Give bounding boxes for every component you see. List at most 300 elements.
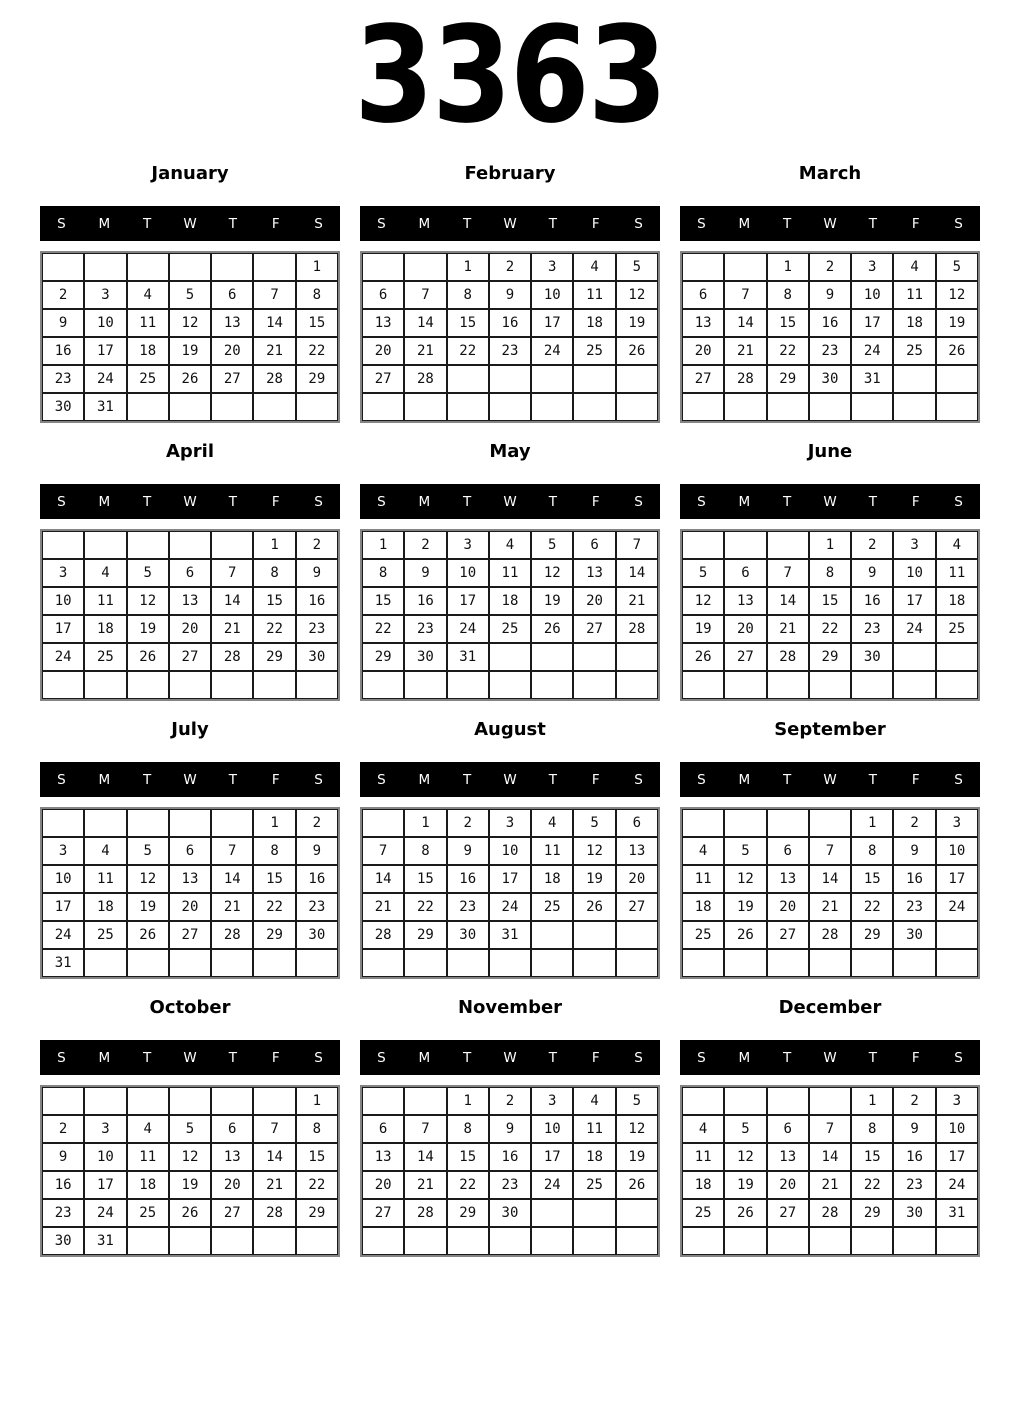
day-cell: 2 xyxy=(489,1087,531,1115)
day-cell: 30 xyxy=(447,921,489,949)
day-cell: 11 xyxy=(127,1143,169,1171)
day-cell: 29 xyxy=(447,1199,489,1227)
day-cell: 2 xyxy=(42,1115,84,1143)
empty-cell xyxy=(616,643,658,671)
day-cell: 16 xyxy=(42,1171,84,1199)
day-cell: 20 xyxy=(682,337,724,365)
day-cell: 29 xyxy=(253,643,295,671)
day-cell: 28 xyxy=(809,921,851,949)
weekday-letter: W xyxy=(823,1049,837,1066)
weekday-letter: M xyxy=(738,771,751,788)
empty-cell xyxy=(531,643,573,671)
day-cell: 8 xyxy=(809,559,851,587)
weekday-letter: M xyxy=(738,215,751,232)
week-row xyxy=(362,393,658,421)
day-cell: 15 xyxy=(296,1143,338,1171)
week-row xyxy=(682,893,978,921)
month-grid xyxy=(360,807,660,979)
week-row xyxy=(682,337,978,365)
week-row xyxy=(362,1143,658,1171)
empty-cell xyxy=(573,921,615,949)
empty-cell xyxy=(893,643,935,671)
weekday-letter: W xyxy=(183,215,197,232)
day-cell: 30 xyxy=(809,365,851,393)
day-cell: 16 xyxy=(296,587,338,615)
day-cell: 14 xyxy=(253,1143,295,1171)
day-cell: 14 xyxy=(616,559,658,587)
day-cell: 15 xyxy=(851,865,893,893)
day-cell: 22 xyxy=(851,893,893,921)
empty-cell xyxy=(809,393,851,421)
day-cell: 18 xyxy=(682,1171,724,1199)
empty-cell xyxy=(404,253,446,281)
empty-cell xyxy=(531,365,573,393)
day-cell: 1 xyxy=(404,809,446,837)
day-cell: 3 xyxy=(42,559,84,587)
day-cell: 26 xyxy=(682,643,724,671)
empty-cell xyxy=(809,1087,851,1115)
day-cell: 18 xyxy=(84,893,126,921)
week-row xyxy=(682,393,978,421)
day-cell: 11 xyxy=(682,865,724,893)
day-cell: 17 xyxy=(489,865,531,893)
day-cell: 29 xyxy=(362,643,404,671)
week-row xyxy=(362,531,658,559)
day-cell: 9 xyxy=(489,1115,531,1143)
weekday-letter: W xyxy=(183,1049,197,1066)
day-cell: 17 xyxy=(936,865,978,893)
weekday-letter: T xyxy=(228,771,237,788)
weekday-letter: T xyxy=(783,493,792,510)
month-name: December xyxy=(778,997,882,1018)
day-cell: 3 xyxy=(893,531,935,559)
empty-cell xyxy=(724,253,766,281)
day-cell: 24 xyxy=(42,643,84,671)
week-row xyxy=(42,893,338,921)
empty-cell xyxy=(489,365,531,393)
day-cell: 9 xyxy=(296,559,338,587)
day-cell: 28 xyxy=(404,1199,446,1227)
empty-cell xyxy=(42,253,84,281)
weekday-letter: T xyxy=(143,1049,152,1066)
day-cell: 4 xyxy=(127,281,169,309)
empty-cell xyxy=(573,643,615,671)
day-cell: 18 xyxy=(573,309,615,337)
day-cell: 14 xyxy=(724,309,766,337)
day-cell: 28 xyxy=(767,643,809,671)
empty-cell xyxy=(936,365,978,393)
month-row xyxy=(40,163,980,423)
day-cell: 6 xyxy=(573,531,615,559)
day-cell: 29 xyxy=(851,921,893,949)
weekday-letter: W xyxy=(823,215,837,232)
empty-cell xyxy=(489,393,531,421)
day-cell: 20 xyxy=(724,615,766,643)
day-cell: 20 xyxy=(573,587,615,615)
day-cell: 11 xyxy=(489,559,531,587)
week-row xyxy=(362,587,658,615)
day-cell: 31 xyxy=(851,365,893,393)
day-cell: 2 xyxy=(893,809,935,837)
week-row xyxy=(362,949,658,977)
week-row xyxy=(42,1115,338,1143)
empty-cell xyxy=(616,671,658,699)
weekday-header xyxy=(40,206,340,241)
empty-cell xyxy=(531,1199,573,1227)
day-cell: 2 xyxy=(296,809,338,837)
week-row xyxy=(362,1115,658,1143)
day-cell: 7 xyxy=(253,281,295,309)
weekday-letter: S xyxy=(57,493,66,510)
empty-cell xyxy=(724,809,766,837)
day-cell: 12 xyxy=(724,865,766,893)
month-name: October xyxy=(149,997,231,1018)
empty-cell xyxy=(616,1227,658,1255)
day-cell: 19 xyxy=(573,865,615,893)
weekday-header xyxy=(360,484,660,519)
weekday-letter: F xyxy=(591,771,600,788)
day-cell: 30 xyxy=(404,643,446,671)
empty-cell xyxy=(767,809,809,837)
day-cell: 4 xyxy=(127,1115,169,1143)
week-row xyxy=(682,281,978,309)
day-cell: 9 xyxy=(447,837,489,865)
empty-cell xyxy=(573,1227,615,1255)
day-cell: 7 xyxy=(211,559,253,587)
day-cell: 22 xyxy=(809,615,851,643)
day-cell: 18 xyxy=(531,865,573,893)
weekday-letter: F xyxy=(591,493,600,510)
empty-cell xyxy=(767,1227,809,1255)
day-cell: 4 xyxy=(573,253,615,281)
empty-cell xyxy=(767,1087,809,1115)
empty-cell xyxy=(489,671,531,699)
month-july xyxy=(40,719,340,979)
day-cell: 22 xyxy=(253,893,295,921)
weekday-letter: M xyxy=(98,1049,111,1066)
empty-cell xyxy=(211,531,253,559)
month-name: April xyxy=(165,441,215,462)
empty-cell xyxy=(851,1227,893,1255)
month-grid xyxy=(40,807,340,979)
day-cell: 17 xyxy=(936,1143,978,1171)
day-cell: 28 xyxy=(404,365,446,393)
week-row xyxy=(42,1143,338,1171)
day-cell: 10 xyxy=(936,837,978,865)
weekday-letter: F xyxy=(911,493,920,510)
day-cell: 8 xyxy=(447,281,489,309)
day-cell: 29 xyxy=(767,365,809,393)
weekday-header xyxy=(360,762,660,797)
week-row xyxy=(362,671,658,699)
empty-cell xyxy=(936,643,978,671)
day-cell: 11 xyxy=(682,1143,724,1171)
day-cell: 28 xyxy=(809,1199,851,1227)
month-grid xyxy=(360,251,660,423)
day-cell: 3 xyxy=(936,1087,978,1115)
empty-cell xyxy=(573,393,615,421)
day-cell: 12 xyxy=(169,309,211,337)
day-cell: 30 xyxy=(296,921,338,949)
day-cell: 24 xyxy=(531,337,573,365)
day-cell: 16 xyxy=(809,309,851,337)
day-cell: 17 xyxy=(851,309,893,337)
day-cell: 4 xyxy=(893,253,935,281)
day-cell: 26 xyxy=(169,365,211,393)
week-row xyxy=(42,559,338,587)
month-name: January xyxy=(151,163,229,184)
empty-cell xyxy=(296,949,338,977)
day-cell: 27 xyxy=(724,643,766,671)
empty-cell xyxy=(42,671,84,699)
empty-cell xyxy=(127,531,169,559)
weekday-letter: F xyxy=(271,215,280,232)
weekday-letter: S xyxy=(377,493,386,510)
empty-cell xyxy=(573,671,615,699)
day-cell: 2 xyxy=(404,531,446,559)
day-cell: 2 xyxy=(42,281,84,309)
day-cell: 24 xyxy=(447,615,489,643)
weekday-letter: S xyxy=(954,215,963,232)
week-row xyxy=(362,1227,658,1255)
day-cell: 21 xyxy=(724,337,766,365)
day-cell: 15 xyxy=(767,309,809,337)
weekday-letter: S xyxy=(314,215,323,232)
day-cell: 31 xyxy=(84,1227,126,1255)
empty-cell xyxy=(296,1227,338,1255)
day-cell: 11 xyxy=(936,559,978,587)
week-row xyxy=(42,587,338,615)
month-grid xyxy=(40,251,340,423)
day-cell: 21 xyxy=(404,337,446,365)
day-cell: 4 xyxy=(573,1087,615,1115)
day-cell: 21 xyxy=(809,1171,851,1199)
weekday-letter: M xyxy=(418,1049,431,1066)
empty-cell xyxy=(682,1087,724,1115)
day-cell: 7 xyxy=(211,837,253,865)
week-row xyxy=(682,365,978,393)
day-cell: 16 xyxy=(893,1143,935,1171)
day-cell: 22 xyxy=(447,337,489,365)
empty-cell xyxy=(724,671,766,699)
day-cell: 25 xyxy=(682,921,724,949)
day-cell: 16 xyxy=(489,1143,531,1171)
day-cell: 5 xyxy=(682,559,724,587)
month-grid xyxy=(680,251,980,423)
day-cell: 2 xyxy=(893,1087,935,1115)
day-cell: 13 xyxy=(767,1143,809,1171)
day-cell: 11 xyxy=(84,865,126,893)
month-name: May xyxy=(489,441,531,462)
day-cell: 15 xyxy=(851,1143,893,1171)
months-grid xyxy=(0,163,1020,1257)
weekday-letter: S xyxy=(314,493,323,510)
day-cell: 5 xyxy=(169,281,211,309)
week-row xyxy=(682,1115,978,1143)
week-row xyxy=(42,615,338,643)
day-cell: 24 xyxy=(489,893,531,921)
day-cell: 28 xyxy=(253,1199,295,1227)
empty-cell xyxy=(362,671,404,699)
weekday-letter: T xyxy=(463,1049,472,1066)
week-row xyxy=(42,671,338,699)
day-cell: 11 xyxy=(573,1115,615,1143)
day-cell: 15 xyxy=(362,587,404,615)
empty-cell xyxy=(362,393,404,421)
day-cell: 27 xyxy=(767,1199,809,1227)
week-row xyxy=(42,809,338,837)
empty-cell xyxy=(893,393,935,421)
day-cell: 11 xyxy=(893,281,935,309)
week-row xyxy=(42,643,338,671)
week-row xyxy=(42,921,338,949)
weekday-letter: T xyxy=(548,771,557,788)
empty-cell xyxy=(936,671,978,699)
day-cell: 1 xyxy=(447,1087,489,1115)
empty-cell xyxy=(531,921,573,949)
day-cell: 23 xyxy=(42,1199,84,1227)
empty-cell xyxy=(296,393,338,421)
day-cell: 25 xyxy=(489,615,531,643)
week-row xyxy=(362,281,658,309)
empty-cell xyxy=(936,949,978,977)
weekday-letter: S xyxy=(954,493,963,510)
day-cell: 7 xyxy=(767,559,809,587)
day-cell: 23 xyxy=(851,615,893,643)
day-cell: 22 xyxy=(296,1171,338,1199)
day-cell: 27 xyxy=(169,921,211,949)
day-cell: 5 xyxy=(127,559,169,587)
day-cell: 21 xyxy=(253,1171,295,1199)
day-cell: 9 xyxy=(404,559,446,587)
weekday-letter: T xyxy=(228,1049,237,1066)
empty-cell xyxy=(682,809,724,837)
empty-cell xyxy=(169,1227,211,1255)
day-cell: 6 xyxy=(169,837,211,865)
weekday-header xyxy=(360,1040,660,1075)
day-cell: 17 xyxy=(531,1143,573,1171)
day-cell: 20 xyxy=(362,337,404,365)
empty-cell xyxy=(84,949,126,977)
week-row xyxy=(42,253,338,281)
weekday-letter: W xyxy=(503,771,517,788)
day-cell: 27 xyxy=(169,643,211,671)
day-cell: 25 xyxy=(573,1171,615,1199)
day-cell: 26 xyxy=(169,1199,211,1227)
day-cell: 5 xyxy=(724,1115,766,1143)
week-row xyxy=(682,1227,978,1255)
week-row xyxy=(682,1171,978,1199)
weekday-letter: T xyxy=(783,1049,792,1066)
empty-cell xyxy=(447,365,489,393)
day-cell: 27 xyxy=(573,615,615,643)
weekday-header xyxy=(360,206,660,241)
weekday-letter: M xyxy=(98,771,111,788)
month-november xyxy=(360,997,660,1257)
day-cell: 20 xyxy=(169,893,211,921)
empty-cell xyxy=(893,365,935,393)
week-row xyxy=(682,615,978,643)
day-cell: 31 xyxy=(42,949,84,977)
day-cell: 19 xyxy=(169,1171,211,1199)
day-cell: 31 xyxy=(489,921,531,949)
day-cell: 29 xyxy=(296,1199,338,1227)
day-cell: 28 xyxy=(211,921,253,949)
empty-cell xyxy=(531,1227,573,1255)
day-cell: 23 xyxy=(893,1171,935,1199)
weekday-header xyxy=(40,484,340,519)
month-name: September xyxy=(774,719,886,740)
empty-cell xyxy=(169,949,211,977)
empty-cell xyxy=(489,1227,531,1255)
empty-cell xyxy=(809,671,851,699)
empty-cell xyxy=(893,949,935,977)
day-cell: 10 xyxy=(84,1143,126,1171)
empty-cell xyxy=(724,1227,766,1255)
day-cell: 8 xyxy=(767,281,809,309)
day-cell: 6 xyxy=(767,1115,809,1143)
weekday-letter: S xyxy=(377,1049,386,1066)
empty-cell xyxy=(84,253,126,281)
weekday-letter: T xyxy=(783,215,792,232)
weekday-letter: T xyxy=(143,493,152,510)
day-cell: 15 xyxy=(253,865,295,893)
day-cell: 28 xyxy=(616,615,658,643)
day-cell: 16 xyxy=(404,587,446,615)
day-cell: 26 xyxy=(573,893,615,921)
day-cell: 10 xyxy=(936,1115,978,1143)
weekday-letter: M xyxy=(98,215,111,232)
day-cell: 3 xyxy=(489,809,531,837)
day-cell: 27 xyxy=(767,921,809,949)
weekday-letter: T xyxy=(868,771,877,788)
day-cell: 20 xyxy=(767,1171,809,1199)
weekday-letter: S xyxy=(697,493,706,510)
day-cell: 6 xyxy=(362,281,404,309)
day-cell: 25 xyxy=(127,365,169,393)
week-row xyxy=(682,559,978,587)
day-cell: 7 xyxy=(616,531,658,559)
day-cell: 18 xyxy=(893,309,935,337)
week-row xyxy=(42,309,338,337)
day-cell: 8 xyxy=(253,559,295,587)
day-cell: 9 xyxy=(893,1115,935,1143)
empty-cell xyxy=(127,1087,169,1115)
day-cell: 25 xyxy=(893,337,935,365)
empty-cell xyxy=(127,393,169,421)
day-cell: 1 xyxy=(851,809,893,837)
day-cell: 9 xyxy=(296,837,338,865)
day-cell: 29 xyxy=(296,365,338,393)
week-row xyxy=(682,865,978,893)
empty-cell xyxy=(573,1199,615,1227)
weekday-letter: M xyxy=(738,493,751,510)
empty-cell xyxy=(127,809,169,837)
day-cell: 27 xyxy=(211,1199,253,1227)
empty-cell xyxy=(211,393,253,421)
weekday-letter: T xyxy=(868,215,877,232)
empty-cell xyxy=(404,1087,446,1115)
week-row xyxy=(362,1199,658,1227)
day-cell: 10 xyxy=(531,1115,573,1143)
day-cell: 9 xyxy=(42,309,84,337)
empty-cell xyxy=(936,921,978,949)
empty-cell xyxy=(531,671,573,699)
day-cell: 6 xyxy=(211,1115,253,1143)
day-cell: 27 xyxy=(362,1199,404,1227)
empty-cell xyxy=(127,253,169,281)
day-cell: 19 xyxy=(127,893,169,921)
